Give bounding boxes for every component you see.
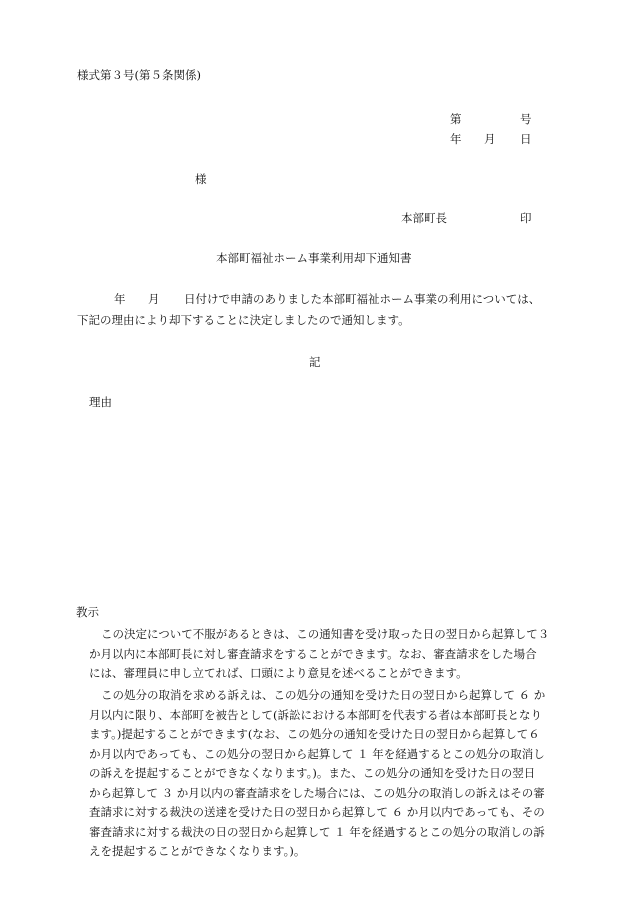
ki-heading: 記 <box>309 355 321 369</box>
body-line-2-text: 下記の理由により却下することに決定しましたので通知します。 <box>77 313 410 327</box>
addressee-honorific: 様 <box>195 172 207 186</box>
notice-paragraph-2-line: ます。)提起することができます(なお、この処分の通知を受けた日の翌日から起算して６ <box>89 727 540 741</box>
issuer-title: 本部町長 <box>401 211 447 225</box>
document-title: 本部町福祉ホーム事業利用却下通知書 <box>216 251 412 265</box>
notice-heading: 教示 <box>76 605 99 619</box>
body-year-label: 年 <box>114 292 126 306</box>
date-day-label: 日 <box>520 132 532 146</box>
notice-paragraph-1-line: この決定について不服があるときは、この通知書を受け取った日の翌日から起算して３ <box>101 627 550 641</box>
body-line-1-text: 日付けで申請のありました本部町福祉ホーム事業の利用については、 <box>184 292 541 306</box>
notice-paragraph-1 <box>89 625 549 684</box>
seal-mark: 印 <box>520 211 532 225</box>
body-month-label: 月 <box>148 292 160 306</box>
document-number-suffix: 号 <box>520 112 532 126</box>
notice-paragraph-2-line: 月以内に限り、本部町を被告として(訴訟における本部町を代表する者は本部町長となり <box>89 707 542 722</box>
notice-paragraph-2-line: この処分の取消を求める訴えは、この処分の通知を受けた日の翌日から起算して ６ か <box>101 688 546 702</box>
notice-paragraph-2-line: 審査請求に対する裁決の日の翌日から起算して １ 年を経過するとこの処分の取消しの訴 <box>89 824 545 839</box>
notice-paragraph-2-line: か月以内であっても、この処分の翌日から起算して １ 年を経過するとこの処分の取消し <box>89 746 545 761</box>
document-number-prefix: 第 <box>450 112 462 126</box>
notice-paragraph-2-line: の訴えを提起することができなくなります。)。また、この処分の通知を受けた日の翌日 <box>89 766 536 780</box>
notice-paragraph-1-line: には、審理員に申し立てれば、口頭により意見を述べることができます。 <box>89 666 468 680</box>
notice-paragraph-2-line: 査請求に対する裁決の送達を受けた日の翌日から起算して ６ か月以内であっても、その <box>89 805 545 819</box>
notice-paragraph-2-line: えを提起することができなくなります。)。 <box>89 844 306 858</box>
notice-paragraph-2 <box>89 686 545 862</box>
form-label: 様式第３号(第５条関係) <box>77 68 201 82</box>
notice-paragraph-2-line: から起算して ３ か月以内の審査請求をした場合には、この処分の取消しの訴えはその審 <box>89 785 545 800</box>
reason-label: 理由 <box>89 395 112 409</box>
notice-paragraph-1-line: か月以内に本部町長に対し審査請求をすることができます。なお、審査請求をした場合 <box>89 646 537 661</box>
date-month-label: 月 <box>484 132 496 146</box>
date-year-label: 年 <box>450 132 462 146</box>
